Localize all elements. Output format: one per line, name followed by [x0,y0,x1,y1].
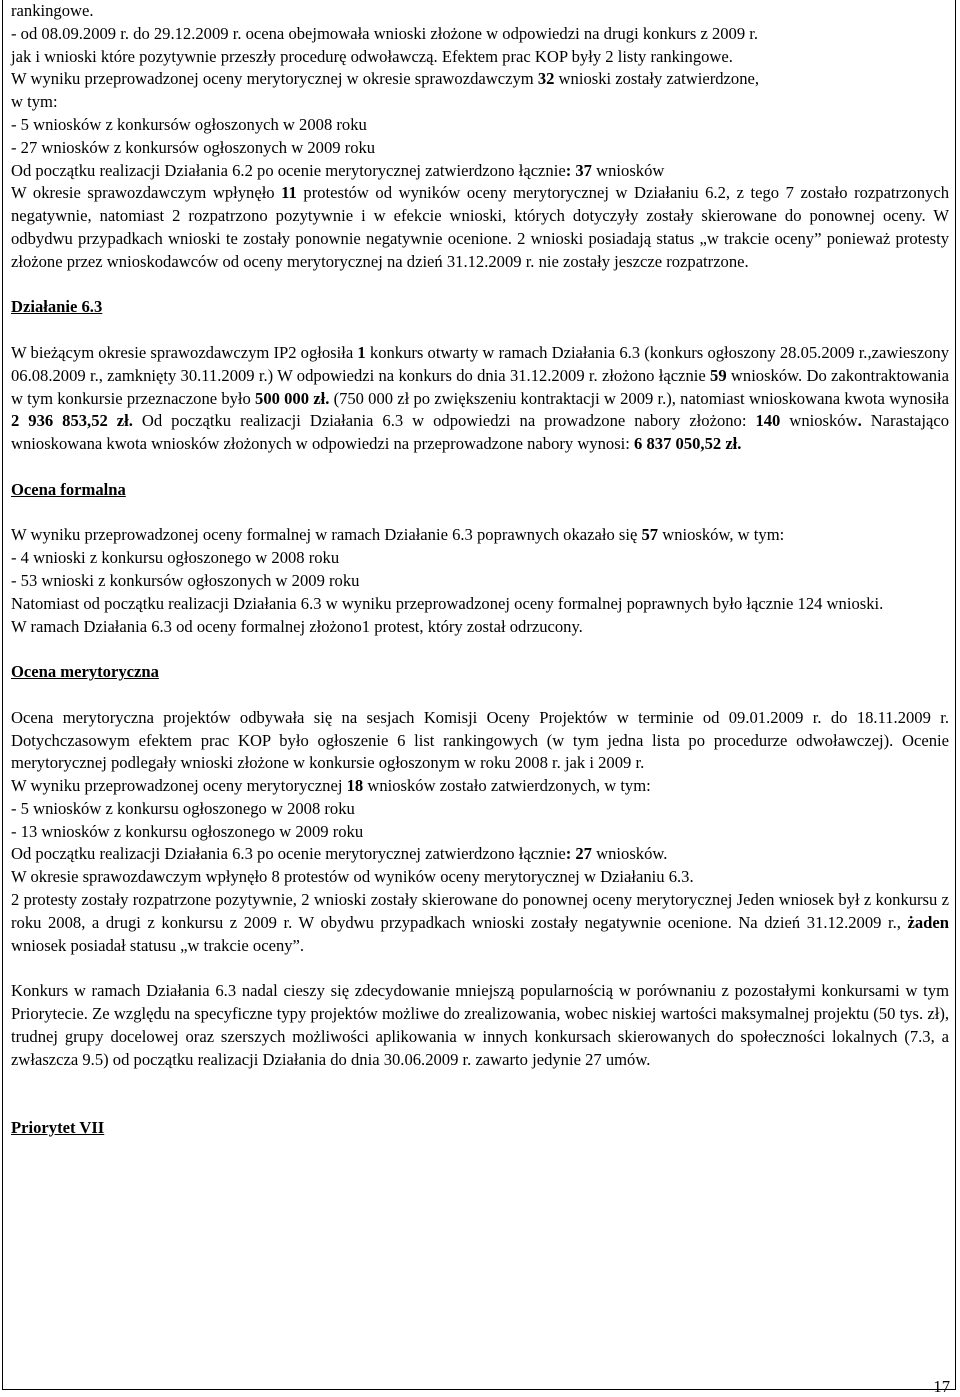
paragraph-dzialanie-6-3: W bieżącym okresie sprawozdawczym IP2 ogłosiła 1 konkurs otwarty w ramach Działania 6.3 (konkurs ogłoszony 28.05.2009 r.,zawieszony 06.08.2009 r., zamknięty 30.11.2009 r.) W odpowiedzi na konkurs do dnia 31.12.2009 r. złożono łącznie 59 wniosków. Do zakontraktowania w tym konkursie przeznaczone było 500 000 zł. (750 000 zł po zwiększeniu kontraktacji w 2009 r.), natomiast wnioskowana kwota wynosiła 2 936 853,52 zł. Od początku realizacji Działania 6.3 w odpowiedzi na prowadzone nabory złożono: 140 wniosków. Narastająco wnioskowana kwota wniosków złożonych w odpowiedzi na przeprowadzone nabory wynosi: 6 837 050,52 zł. [11,342,950,454]
section-heading-ocena-merytoryczna: Ocena merytoryczna [11,662,159,682]
paragraph-ocena-merytoryczna: Ocena merytoryczna projektów odbywała się na sesjach Komisji Oceny Projektów w terminie od 09.01.2009 r. do 18.11.2009 r. Dotychczasowym efektem prac KOP było ogłoszenie 6 list rankingowych (w tym jedna lista po procedurze odwoławczej). Ocenie merytorycznej podlegały wnioski złożone w konkursie ogłoszonym w roku 2008 r. jak i 2009 r. [11,707,949,773]
text-line: rankingowe. [11,1,94,20]
text-line: jak i wnioski które pozytywnie przeszły procedurę odwoławczą. Efektem prac KOP były 2 listy rankingowe. [11,46,733,66]
text-line: w tym: [11,92,58,112]
section-heading-priorytet-vii: Priorytet VII [11,1118,105,1138]
text-line: - 27 wniosków z konkursów ogłoszonych w 2009 roku [11,137,376,157]
text-line: - 13 wniosków z konkursu ogłoszonego w 2009 roku [11,821,364,841]
text-line: Od początku realizacji Działania 6.2 po ocenie merytorycznej zatwierdzono łącznie: 37 wniosków [11,160,665,180]
section-heading-ocena-formalna: Ocena formalna [11,479,126,499]
text-line: - 5 wniosków z konkursu ogłoszonego w 2008 roku [11,798,355,818]
text-line: - 53 wnioski z konkursów ogłoszonych w 2009 roku [11,570,360,590]
text-line: - od 08.09.2009 r. do 29.12.2009 r. ocena obejmowała wnioski złożone w odpowiedzi na drugi konkurs z 2009 r. [11,23,759,43]
page-number: 17 [933,1377,950,1396]
paragraph-formal-total: Natomiast od początku realizacji Działania 6.3 w wyniku przeprowadzonej oceny formalnej poprawnych było łącznie 124 wnioski. [11,593,884,613]
text-line: Od początku realizacji Działania 6.3 po ocenie merytorycznej zatwierdzono łącznie: 27 wniosków. [11,844,668,864]
text-line: W wyniku przeprowadzonej oceny merytorycznej w okresie sprawozdawczym 32 wnioski zostały zatwierdzone, [11,69,760,89]
paragraph-protests-6-2: W okresie sprawozdawczym wpłynęło 11 protestów od wyników oceny merytorycznej w Działaniu 6.2, z tego 7 zostało rozpatrzonych negatywnie, natomiast 2 rozpatrzono pozytywnie i w efekcie wnioski, których dotyczyły zostały skierowane do ponownej oceny. W odbydwu przypadkach wnioski te zostały ponownie negatywnie ocenione. 2 wnioski posiadają status „w trakcie oceny” ponieważ protesty złożone przez wnioskodawców od oceny merytorycznej na dzień 31.12.2009 r. nie zostały jeszcze rozpatrzone. [11,183,949,271]
paragraph-ocena-formalna: W wyniku przeprowadzonej oceny formalnej w ramach Działanie 6.3 poprawnych okazało się 57 wniosków, w tym: [11,525,785,545]
text-line: W wyniku przeprowadzonej oceny merytorycznej 18 wniosków zostało zatwierdzonych, w tym: [11,776,651,796]
text-line: W okresie sprawozdawczym wpłynęło 8 protestów od wyników oceny merytorycznej w Działaniu 6.3. [11,867,694,887]
document-body [11,0,949,1140]
section-heading-dzialanie-6-3: Działanie 6.3 [11,297,103,317]
text-line: - 5 wniosków z konkursów ogłoszonych w 2008 roku [11,114,367,134]
text-line: - 4 wnioski z konkursu ogłoszonego w 2008 roku [11,548,340,568]
paragraph-konkurs-summary: Konkurs w ramach Działania 6.3 nadal cieszy się zdecydowanie mniejszą popularnością w porównaniu z pozostałymi konkursami w tym Priorytecie. Ze względu na specyficzne typy projektów możliwe do zrealizowania, wobec niskiej wartości maksymalnej projektu (50 tys. zł), trudnej grupy docelowej oraz szerszych możliwości aplikowania w innych konkursach skierowanych do społeczności lokalnych (7.3, a zwłaszcza 9.5) od początku realizacji Działania do dnia 30.06.2009 r. zawarto jedynie 27 umów. [11,981,949,1069]
text-line: W ramach Działania 6.3 od oceny formalnej złożono1 protest, który został odrzucony. [11,616,583,636]
paragraph-protests-6-3: 2 protesty zostały rozpatrzone pozytywnie, 2 wnioski zostały skierowane do ponownej oceny merytorycznej Jeden wniosek był z konkursu z roku 2008, a drugi z konkursu z 2009 r. W obydwu przypadkach wnioski zostały negatywnie ocenione. Na dzień 31.12.2009 r., żaden wniosek posiadał statusu „w trakcie oceny”. [11,890,949,955]
